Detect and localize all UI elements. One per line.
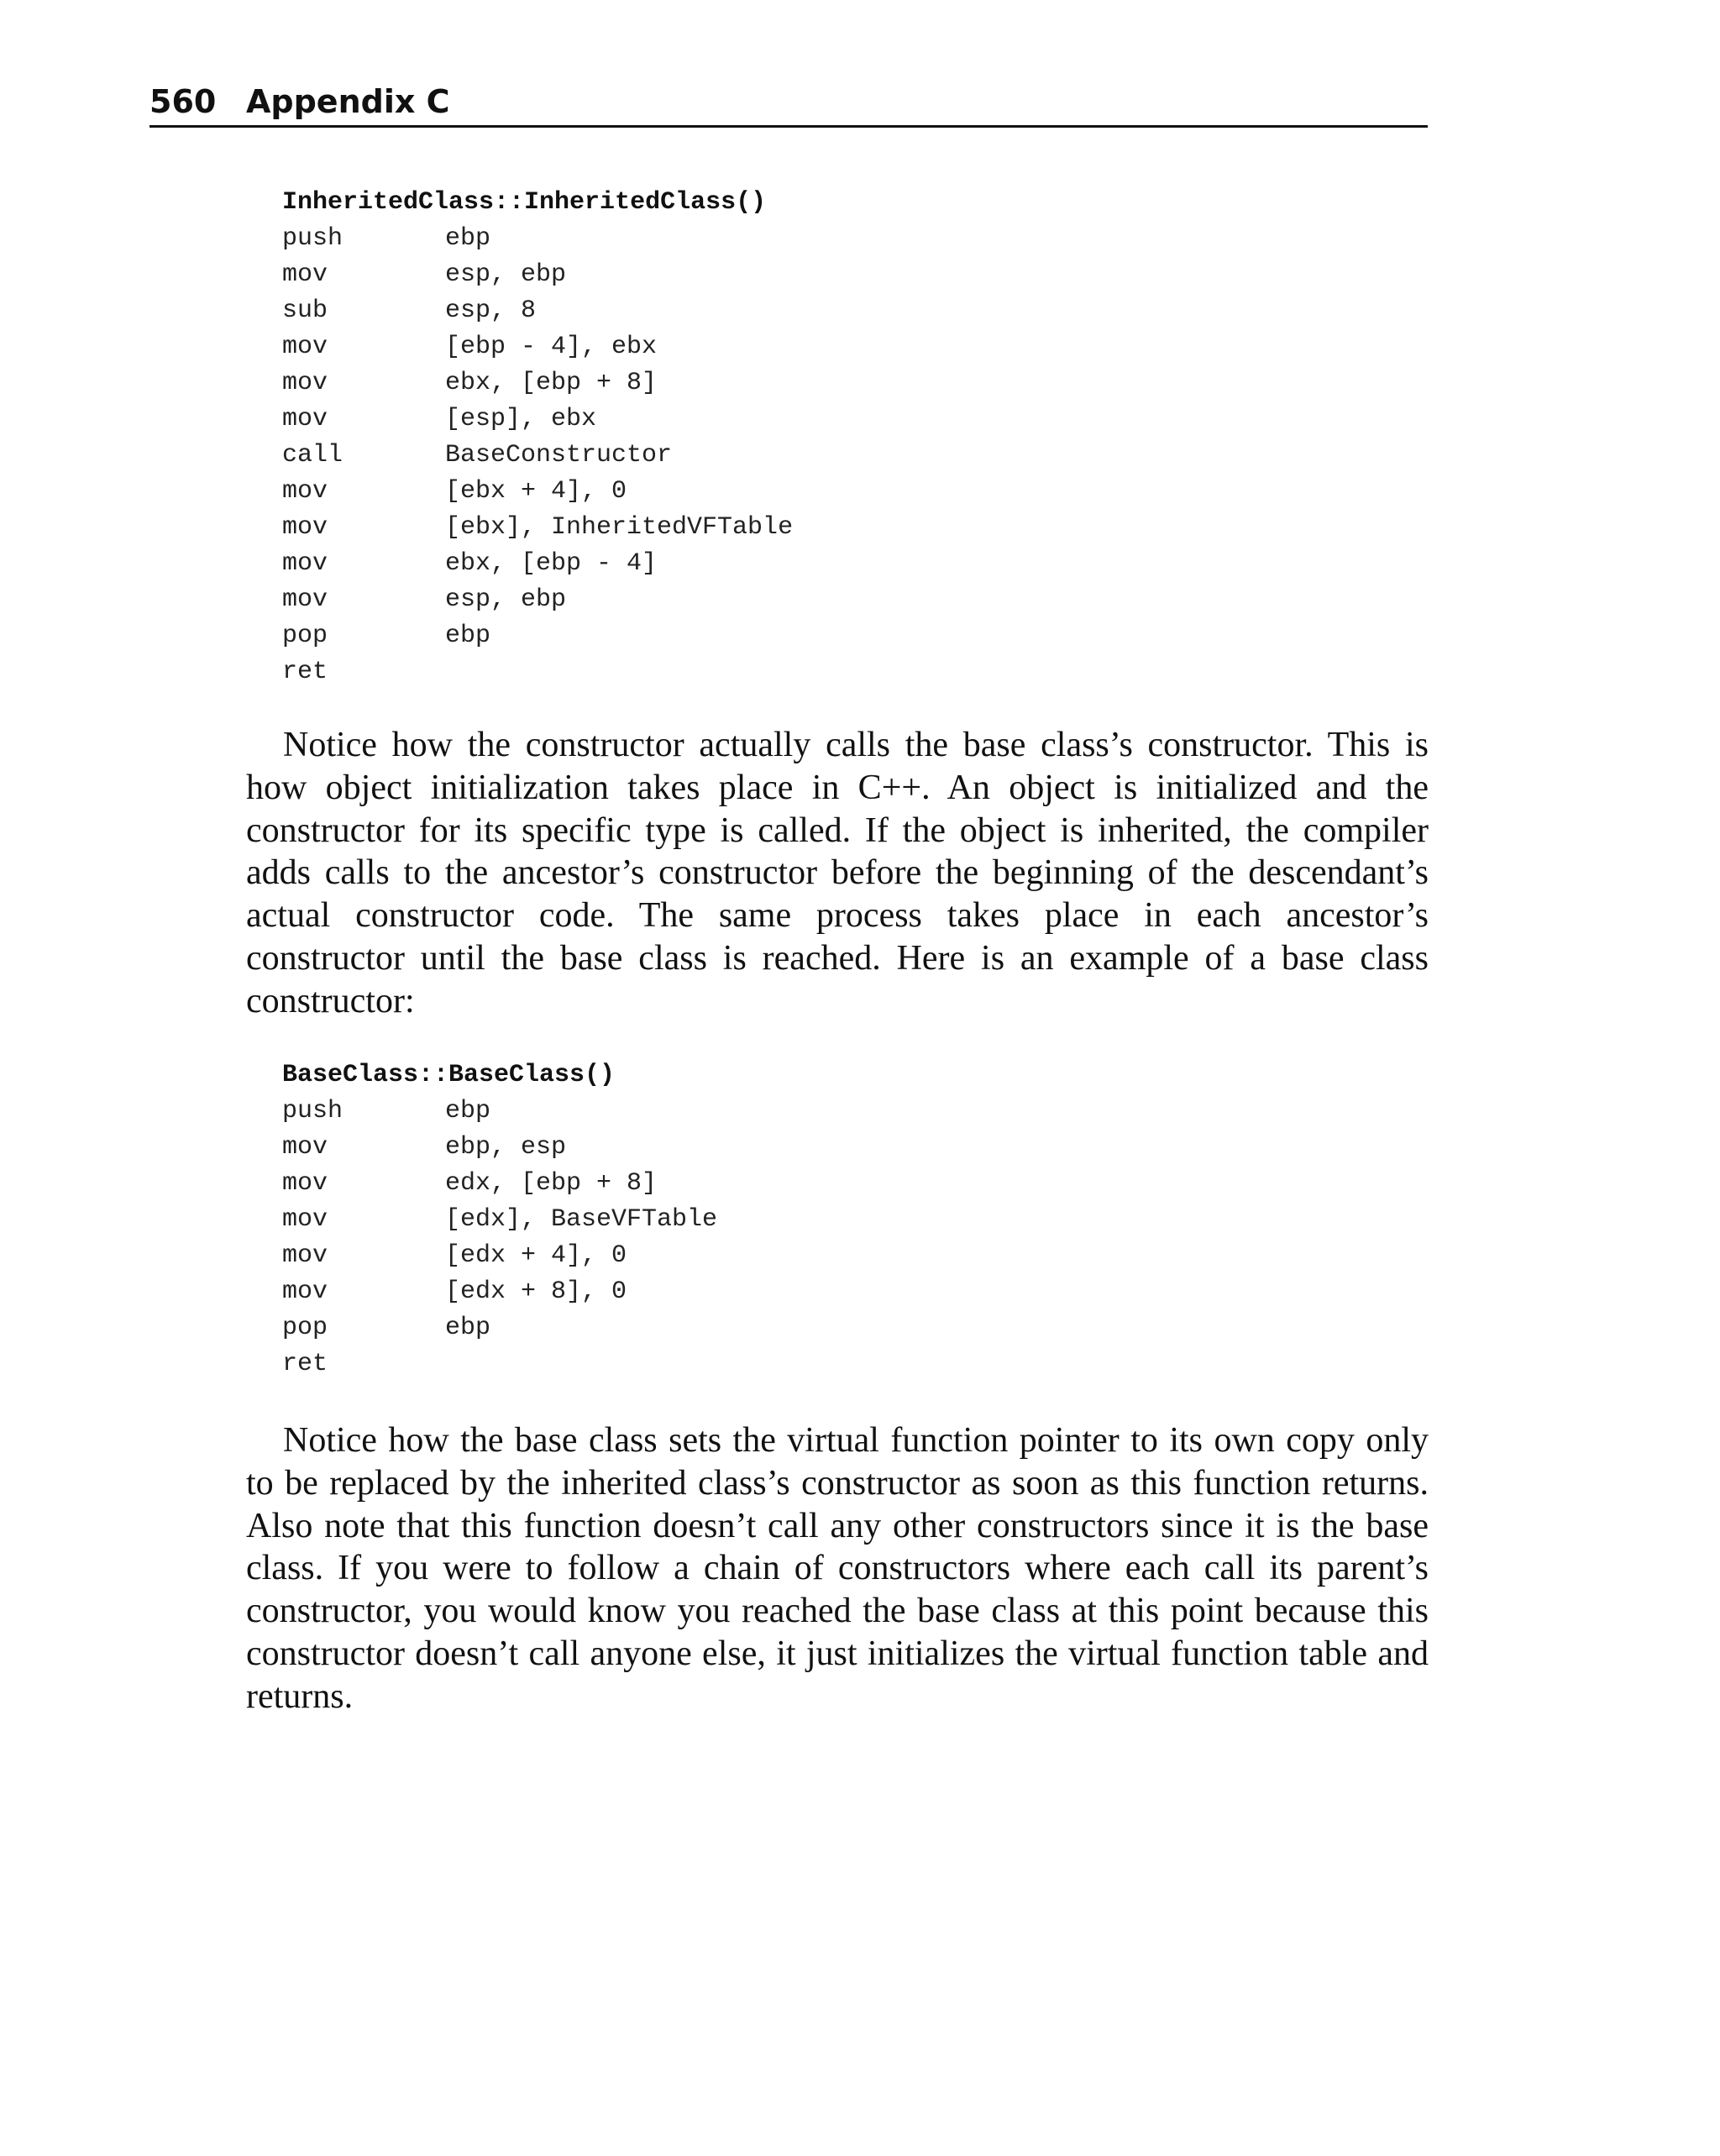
code-operands: [ebx], InheritedVFTable: [445, 513, 794, 542]
code-line: [282, 474, 766, 510]
code-operands: [edx + 8], 0: [445, 1277, 627, 1306]
code-opcode: sub: [282, 296, 328, 325]
code-operands: [esp], ebx: [445, 405, 597, 433]
code-operands: [ebp - 4], ebx: [445, 333, 658, 361]
code-operands: esp, 8: [445, 296, 537, 325]
code-line: [282, 1166, 658, 1202]
code-opcode: mov: [282, 549, 328, 578]
code-opcode: call: [282, 441, 343, 469]
code-opcode: pop: [282, 1314, 328, 1342]
code-operands: ebx, [ebp + 8]: [445, 369, 658, 397]
code-opcode: pop: [282, 622, 328, 650]
code-operands: ebx, [ebp - 4]: [445, 549, 658, 578]
code-line: [282, 329, 766, 365]
code-operands: esp, ebp: [445, 585, 567, 614]
code-function-name: BaseClass::BaseClass(): [282, 1061, 616, 1089]
code-opcode: mov: [282, 585, 328, 614]
page-header: [149, 82, 1428, 128]
code-opcode: mov: [282, 405, 328, 433]
code-operands: [edx], BaseVFTable: [445, 1205, 718, 1234]
code-line: [282, 1130, 615, 1166]
code-opcode: mov: [282, 1241, 328, 1270]
code-opcode: mov: [282, 333, 328, 361]
code-line: [282, 546, 766, 582]
code-line: [282, 618, 766, 654]
code-line: [282, 654, 766, 690]
code-line: [282, 438, 766, 474]
code-operands: [edx + 4], 0: [445, 1241, 627, 1270]
code-opcode: mov: [282, 260, 328, 289]
code-line: [282, 1238, 627, 1274]
code-opcode: mov: [282, 1169, 328, 1198]
code-line: [282, 1094, 615, 1130]
code-opcode: mov: [282, 477, 328, 506]
code-operands: [ebx + 4], 0: [445, 477, 627, 506]
code-opcode: ret: [282, 658, 328, 686]
code-line: [282, 1346, 615, 1382]
body-paragraph-2: Notice how the base class sets the virtual function pointer to its own copy only to be replaced by the inherited class’s constructor as soon as this function returns. Also note that this function doesn’t call any other constructors since it is the base class. If you were to follow a chain of constructors where each call its parent’s constructor, you would know you reached the base class at this point because this constructor doesn’t call anyone else, it just initializes the virtual function table and returns.: [246, 1421, 1429, 1716]
code-operands: esp, ebp: [445, 260, 567, 289]
code-line: [282, 401, 766, 438]
code-opcode: ret: [282, 1350, 328, 1378]
code-line: [282, 510, 794, 546]
code-line: [282, 582, 766, 618]
code-operands: ebp: [445, 1097, 491, 1125]
code-line: [282, 293, 766, 329]
code-operands: ebp, esp: [445, 1133, 567, 1162]
page-number: 560: [149, 83, 217, 120]
code-operands: ebp: [445, 622, 491, 650]
code-listing-base-constructor: [282, 1057, 718, 1382]
code-opcode: mov: [282, 1133, 328, 1162]
code-opcode: push: [282, 1097, 343, 1125]
code-opcode: mov: [282, 1277, 328, 1306]
code-line: [282, 1202, 718, 1238]
code-line: [282, 1310, 615, 1346]
code-line: [282, 1274, 627, 1310]
code-opcode: mov: [282, 1205, 328, 1234]
code-operands: ebp: [445, 224, 491, 253]
code-operands: ebp: [445, 1314, 491, 1342]
code-opcode: mov: [282, 369, 328, 397]
body-paragraph-1: Notice how the constructor actually calls the base class’s constructor. This is how object initialization takes place in C++. An object is initialized and the constructor for its specific type is called. If the object is inherited, the compiler adds calls to the ancestor’s constructor before the beginning of the descendant’s actual constructor code. The same process takes place in each ancestor’s constructor until the base class is reached. Here is an example of a base class constructor:: [246, 726, 1429, 1020]
code-function-name: InheritedClass::InheritedClass(): [282, 188, 767, 217]
code-operands: edx, [ebp + 8]: [445, 1169, 658, 1198]
code-operands: BaseConstructor: [445, 441, 673, 469]
code-listing-inherited-constructor: [282, 185, 794, 690]
code-line: [282, 221, 766, 257]
code-line: [282, 365, 766, 401]
chapter-title: Appendix C: [246, 83, 450, 120]
code-opcode: mov: [282, 513, 328, 542]
code-opcode: push: [282, 224, 343, 253]
code-line: [282, 257, 766, 293]
